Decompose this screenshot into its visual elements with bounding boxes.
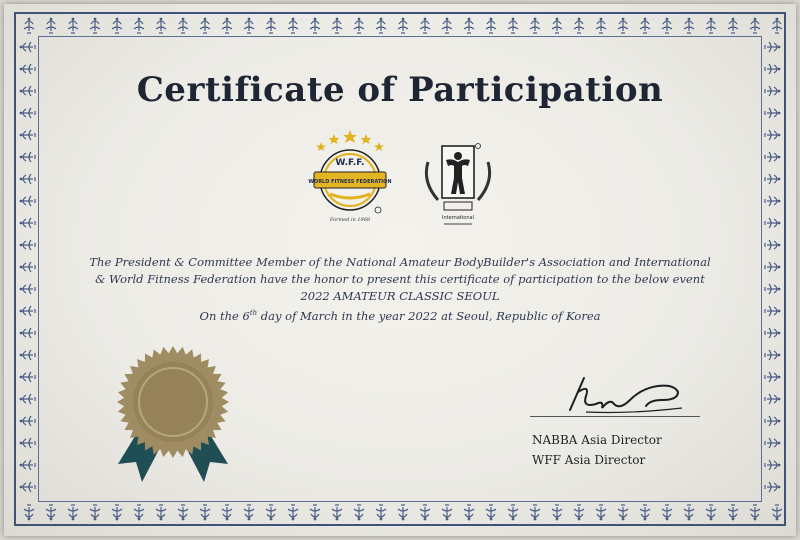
certificate-title: Certificate of Participation [136,70,664,110]
laurel-right-icon [478,162,490,200]
nabba-caption-text: International [442,215,474,221]
border-top-ornament [18,16,782,36]
wff-badge-text: W.F.F. [335,158,365,168]
body-line-1: The President & Committee Member of the National Amateur BodyBuilder's Association and International [89,255,711,269]
signatory-title-2: WFF Asia Director [532,453,646,467]
event-name: 2022 AMATEUR CLASSIC SEOUL [300,289,500,303]
signatory-block [528,430,728,470]
date-line: On the 6th day of March in the year 2022 at Seoul, Republic of Korea [199,308,601,323]
signature-line [530,416,700,417]
body-line-2: & World Fitness Federation have the honor to present this certificate of participation to the below event [95,272,705,286]
wff-logo [304,128,396,224]
signature-graphic [550,370,690,422]
certificate-body [44,254,756,325]
laurel-left-icon [426,162,438,200]
stars-arc-icon [316,130,384,151]
certificate [4,4,796,536]
wff-banner-text: WORLD FITNESS FEDERATION [308,179,392,185]
signatory-title-1: NABBA Asia Director [532,433,662,447]
border-bottom-ornament [18,502,782,522]
nabba-logo [418,138,498,230]
gold-seal [106,344,240,488]
wff-founded-text: Formed in 1968 [329,217,371,223]
